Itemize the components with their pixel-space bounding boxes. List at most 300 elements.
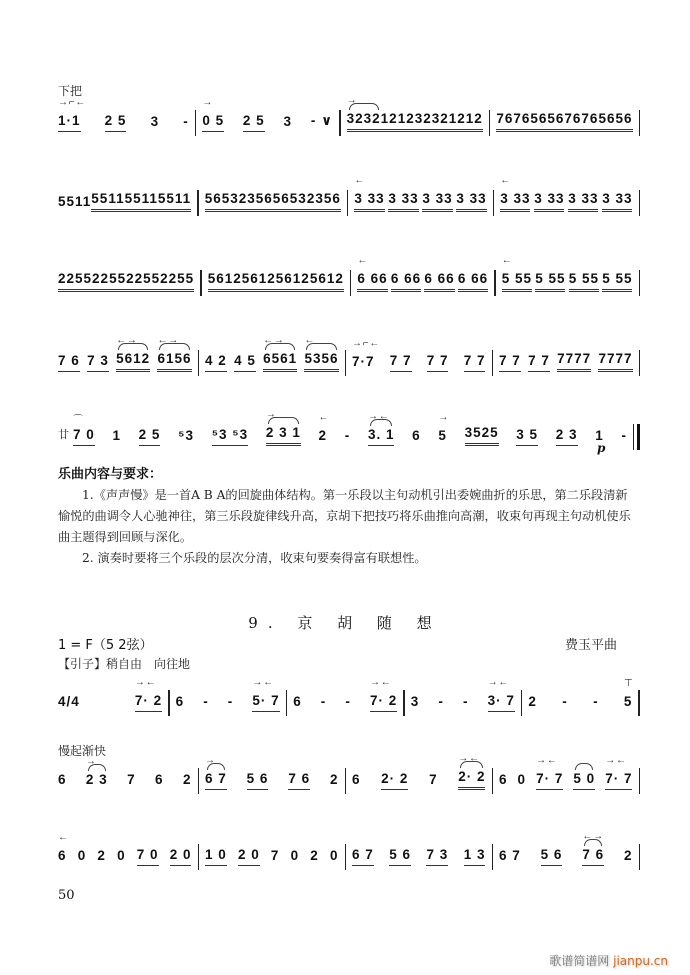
notes: 1 0 [205,847,227,862]
requirement-item-2: 2. 演奏时要将三个乐段的层次分清，收束句要奏得富有联想性。 [82,551,427,565]
measure [58,832,198,866]
note-group [345,694,351,712]
slur-mark [460,761,483,768]
measure [58,756,198,790]
note-group [58,694,80,712]
notes: 5612 [116,351,151,366]
notes: 2 [318,428,328,443]
notes: 7 [429,772,438,787]
barline [639,110,641,136]
note-group [311,113,333,132]
notes: - [203,694,209,709]
notes: 5 55 [568,271,599,286]
notes: 3 33 [568,191,599,206]
note-group [202,97,225,132]
notes: 5511 [91,191,125,206]
measure [351,255,494,292]
slur-mark [265,343,295,350]
prefix-mark: 廿 [58,429,69,441]
notes: 0 [290,848,300,863]
barline [639,270,641,296]
note-group [352,847,374,866]
notes: 3 33 [602,191,633,206]
note-group [352,338,379,372]
notes: 5 6 [540,847,563,862]
notes: 3 33 [534,191,565,206]
note-group [271,848,280,866]
notes: 7· 2 [134,693,163,708]
note-group [284,114,293,132]
note-group [203,694,209,712]
notes: 5 6 [389,847,412,862]
measure [73,409,633,446]
bowing-arrow-icon: ← → [263,335,283,346]
measure [199,842,345,866]
notes: 2 0 [237,847,260,862]
notes: 6561 [263,351,298,366]
measure [405,677,521,712]
notes: 3 5 [516,427,539,442]
measure [58,677,168,712]
measure [58,335,198,372]
note-group [58,194,91,212]
note-group [367,411,395,446]
bowing-arrow-icon: → [202,97,212,108]
watermark-text: 歌谱简谱网 [549,954,610,968]
note-group [58,832,67,866]
notes: 2 0 [169,847,192,862]
slur-mark [268,417,299,424]
notes: 3 [150,114,160,129]
notes: 5 55 [501,271,532,286]
notes: 5612 [309,271,344,286]
note-group [105,113,127,132]
measure [493,755,639,790]
notes: 7 0 [73,427,95,442]
barline [638,690,640,716]
bowing-arrow-icon: ← → [116,335,136,346]
note-group [293,694,302,712]
notes: 7 7 [463,353,486,368]
measure [170,677,286,712]
note-group [263,335,298,372]
note-group [564,111,598,132]
note-group [465,425,499,446]
notes: 2 [528,694,537,709]
notes: 7676 [496,111,531,126]
notes: 2 [623,848,633,863]
notes: 2 [329,772,339,787]
notes: 5 0 [573,771,596,786]
note-group [205,755,227,790]
notes: 3. 1 [367,427,395,442]
notes: 3 33 [354,191,385,206]
notes: 6 [293,694,302,709]
note-group [239,191,273,212]
note-group [304,335,339,372]
bowing-arrow-icon: ← [304,335,314,346]
note-group [228,694,234,712]
note-group [117,848,126,866]
measure [199,188,347,212]
note-group [516,427,538,446]
notes: 3232 [414,111,449,126]
note-group [151,114,160,132]
note-group [265,409,301,446]
slur-mark [370,419,393,426]
note-group [562,694,568,712]
notes: 2 3 1 [265,425,301,440]
notes: 7777 [557,351,592,366]
measure [494,175,638,212]
notes: - [438,694,444,709]
notes: - [183,114,189,129]
notes: 2356 [238,191,273,206]
notes: 3 [283,114,293,129]
notes: 7 7 [426,353,449,368]
note-group [291,848,300,866]
note-group [139,427,161,446]
bowing-arrow-icon: ← [318,412,328,423]
notes: 1212 [448,111,483,126]
note-group [307,191,341,212]
note-group [208,271,242,292]
note-group [381,111,415,132]
bowing-arrow-icon: → ← [458,753,478,764]
notes: 2 [182,772,192,787]
note-group [391,271,421,292]
note-group [321,694,327,712]
notes: 7676 [564,111,599,126]
note-group [598,111,632,132]
notes: - [345,694,351,709]
notes: 7· 7 [605,771,633,786]
note-group [92,271,126,292]
bowing-arrow-icon: → [438,412,448,423]
note-group [530,111,564,132]
notes: 7 6 [58,353,80,368]
notes: 5356 [304,351,339,366]
bowing-arrow-icon: ⊤ [623,678,632,689]
note-group [602,191,632,212]
note-group [58,271,92,292]
measure [493,831,639,866]
notes: 6 [175,694,185,709]
note-group [234,353,256,372]
notes: 0 5 [202,113,225,128]
notes: 5 55 [535,271,566,286]
notes: - [621,428,627,443]
notes: ⁵3 ⁵3 [211,427,249,442]
final-barline [633,424,640,450]
slur-mark [349,103,379,110]
notes: 7 [270,848,280,863]
measure [522,678,638,712]
note-group [556,427,578,446]
note-group [288,771,310,790]
notes: 5511 [124,191,158,206]
notes: 5612 [275,271,310,286]
note-group [183,772,192,790]
note-group [602,271,632,292]
notes: 5 55 [602,271,633,286]
note-group [557,351,591,372]
note-group [534,191,564,212]
notes: 5· 7 [252,693,280,708]
notes: 4/4 [58,694,80,709]
note-group [518,772,527,790]
notes: - [562,694,568,709]
notes: 1·1 [58,113,81,128]
bowing-arrow-icon: ⌒ [73,415,82,426]
notes: 3 33 [456,191,487,206]
note-group [463,694,469,712]
notes: 2255 [92,271,127,286]
note-group [429,772,438,790]
notes: 6 66 [390,271,422,286]
slur-mark [88,764,106,771]
notes: 3 33 [500,191,531,206]
watermark-site: jianpu.cn [613,954,668,968]
bowing-arrow-icon: → [205,755,214,766]
note-group [573,771,595,790]
notes: 5612 [241,271,276,286]
score-line [58,95,640,132]
notes: 2 [310,848,319,863]
note-group [499,772,508,790]
notes: 6 [412,428,421,443]
notes: 7 0 [136,847,159,862]
section-marking: 【引子】稍自由 向往地 [58,657,191,671]
note-group [499,353,521,372]
requirement-item-1: 1.《声声慢》是一首A B A的回旋曲体结构。第一乐段以主句动机引出委婉曲折的乐思，第二乐段清新愉悦的曲调令人心驰神往，第三乐段旋律线升高，京胡下把技巧将乐曲推向高潮，收束句再现主句动机使乐曲主题得到回顾与深化。 [58,488,631,544]
note-group [97,848,106,866]
notes: 3· 7 [487,693,515,708]
bowing-arrow-icon: ← [354,175,364,186]
measure [496,255,639,292]
notes: - [344,428,351,443]
notes: - [320,694,327,709]
barline [639,190,641,216]
measure [199,755,345,790]
notes: 6 [155,772,164,787]
notes: 2· 2 [458,769,486,784]
measure [58,188,197,212]
bowing-arrow-icon: → [346,95,356,106]
note-group [568,191,598,212]
note-group [242,271,276,292]
slur-mark [575,763,593,770]
note-group [310,271,344,292]
notes: 2255 [58,271,93,286]
notes: 6 [58,848,67,863]
bowing-arrow-icon: → ⌐ ← [58,97,85,108]
note-group [87,353,109,372]
notes: 2255 [160,271,195,286]
notes: 1 [112,428,121,443]
note-group [426,847,448,866]
notes: 5 [623,694,633,709]
note-group [158,191,191,212]
note-group [427,353,449,372]
note-group [91,191,124,212]
measure [196,97,339,132]
notes: 7 [127,772,136,787]
note-group [78,848,87,866]
score-line [58,831,640,866]
note-group [205,353,227,372]
key-signature: 1 = F（5 2弦） [58,638,153,653]
notes: 5656 [530,111,565,126]
notes: 3525 [464,425,499,440]
note-group [411,694,420,712]
notes: 2 [97,848,106,863]
note-group [541,847,563,866]
score-line [58,677,640,712]
note-group [127,772,136,790]
note-group [273,191,307,212]
slur-mark [118,343,148,350]
note-group [605,755,633,790]
note-group [528,353,550,372]
note-group [85,756,108,790]
notes: - [593,694,599,709]
notes: 5 6 [246,771,269,786]
note-group [157,335,192,372]
notes: 2 3 [555,427,578,442]
note-group [346,95,381,132]
note-group [310,848,319,866]
notes: 7 7 [389,353,412,368]
notes: 3 33 [388,191,419,206]
note-group [438,412,448,446]
note-group [389,847,411,866]
bowing-arrow-icon: ← [357,255,367,266]
notes: 5 [438,428,447,443]
note-group [318,412,328,446]
barline [639,350,641,376]
notes: 7777 [598,351,633,366]
note-group [125,191,158,212]
note-group [183,114,189,132]
score-line [58,409,640,446]
notes: 3 33 [422,191,453,206]
note-group [390,353,412,372]
note-group [449,111,483,132]
measure [346,842,492,866]
note-group [458,753,486,790]
note-group [621,428,627,446]
bowing-arrow-icon: → ← [536,755,556,766]
note-group [58,97,85,132]
note-group [535,271,565,292]
notes: 5653 [272,191,307,206]
bowing-arrow-icon: → [265,409,275,420]
notes: 6 [58,772,67,787]
notes: 4 2 [205,353,227,368]
notes: 0 [77,848,87,863]
notes: 7·7 [352,354,375,369]
note-group [464,353,486,372]
notes: 7· 7 [536,771,564,786]
measure [58,268,200,292]
notes: 7· 2 [369,693,398,708]
notes: 2 5 [242,113,265,128]
note-group [352,772,361,790]
note-group [205,847,227,866]
note-group [178,428,194,446]
bowing-arrow-icon: → ⌐ ← [352,338,379,349]
note-group [357,255,388,292]
notes: 5653 [204,191,239,206]
note-group [487,677,515,712]
notes: 0 [117,848,126,863]
notes: 1 3 [463,847,486,862]
note-group [170,847,192,866]
measure [199,335,345,372]
note-group [458,271,488,292]
note-group [252,677,280,712]
score-line [58,175,640,212]
bowing-arrow-icon: → ← [134,677,155,688]
note-group [381,771,408,790]
note-group [582,831,605,866]
notes: - [227,694,234,709]
notes: 4 5 [234,353,256,368]
bowing-arrow-icon: → ← [605,755,625,766]
notes: 7 7 [528,353,550,368]
notes: 7 3 [426,847,449,862]
piece-title: 9. 京 胡 随 想 [248,614,442,632]
bowing-arrow-icon: → ← [252,677,273,688]
measure [202,268,350,292]
notes: 5612 [207,271,242,286]
note-group [330,772,339,790]
watermark [549,952,668,969]
note-group [205,191,239,212]
note-group [354,175,385,212]
note-group [116,335,151,372]
notes: 5511 [157,191,192,206]
bowing-arrow-icon: → ← [369,677,390,688]
note-group [58,353,80,372]
note-group [496,111,530,132]
note-group [112,428,121,446]
composer: 费玉平曲 [565,638,618,653]
measure [346,338,492,372]
note-group [212,427,248,446]
note-group [422,191,452,212]
note-group [58,772,67,790]
note-group [598,351,632,372]
note-group [369,677,398,712]
notes: 6 66 [357,271,388,286]
notes: 6 [499,772,508,787]
notes: 6 7 [205,771,227,786]
notes: 6 [352,772,361,787]
notes: 1 [595,428,604,443]
note-group [330,848,339,866]
score-line [58,335,640,372]
notes: 7 3 [87,353,109,368]
note-group [464,847,486,866]
bowing-arrow-icon: ← [501,255,511,266]
note-group [438,694,444,712]
measure [341,95,489,132]
barline [639,768,641,794]
notes: 0 [517,772,527,787]
tempo-marking: 慢起渐快 [58,744,107,758]
